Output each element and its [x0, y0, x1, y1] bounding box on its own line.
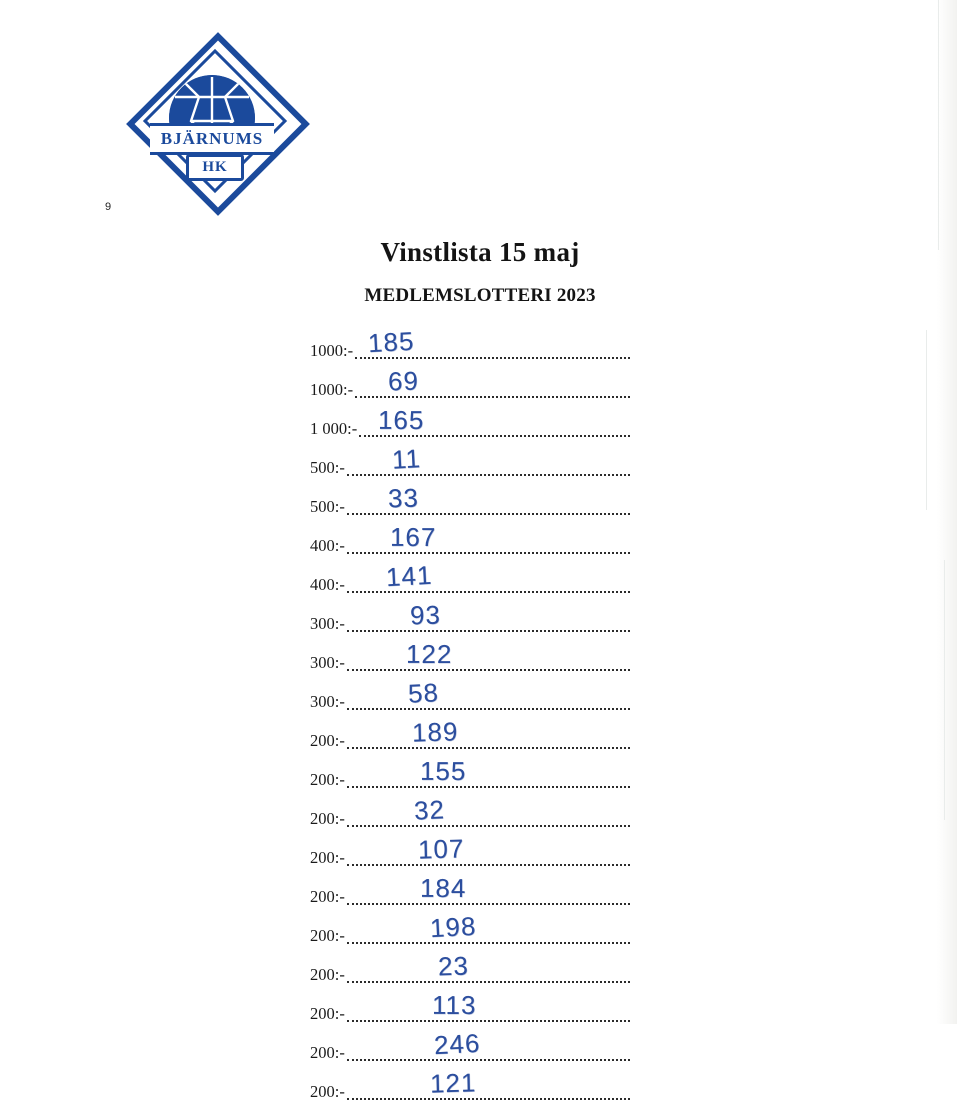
prize-row [310, 675, 630, 714]
prize-amount: 1 000:- [310, 419, 358, 438]
prize-amount: 1000:- [310, 341, 354, 360]
prize-amount: 200:- [310, 1004, 345, 1023]
prize-row [310, 519, 630, 558]
winning-ticket-number: 11 [391, 443, 422, 475]
winning-ticket-number: 155 [419, 755, 467, 787]
prize-row [310, 363, 630, 402]
prize-row [310, 402, 630, 441]
prize-dotted-line [347, 1058, 630, 1061]
prize-amount: 200:- [310, 770, 345, 789]
winning-ticket-number: 32 [413, 794, 446, 826]
prize-row [310, 714, 630, 753]
winning-ticket-number: 165 [377, 404, 425, 436]
page-subtitle: MEDLEMSLOTTERI 2023 [364, 285, 596, 306]
prize-amount: 500:- [310, 497, 345, 516]
scan-artifact-line [926, 330, 927, 510]
crest-abbrev-box [186, 154, 244, 181]
prize-dotted-line [347, 473, 630, 476]
prize-dotted-line [347, 629, 630, 632]
prize-row [310, 987, 630, 1026]
page-number: 9 [105, 201, 112, 213]
scan-edge-shading [937, 0, 957, 1024]
scan-artifact-line [944, 560, 945, 820]
page-title: Vinstlista 15 maj [380, 237, 580, 267]
prize-dotted-line [347, 707, 630, 710]
prize-row [310, 636, 630, 675]
prize-dotted-line [347, 902, 630, 905]
prize-dotted-line [347, 941, 630, 944]
prize-amount: 300:- [310, 614, 345, 633]
prize-amount: 500:- [310, 458, 345, 477]
winning-ticket-number: 167 [389, 521, 437, 553]
prize-row [310, 480, 630, 519]
crest-club-name: BJÄRNUMS [160, 129, 264, 148]
scan-artifact-line [938, 0, 939, 250]
prize-row [310, 324, 630, 363]
prize-row [310, 441, 630, 480]
prize-amount: 200:- [310, 848, 345, 867]
prize-amount: 200:- [310, 887, 345, 906]
prize-row [310, 1026, 630, 1065]
prize-amount: 400:- [310, 536, 345, 555]
prize-amount: 200:- [310, 1043, 345, 1062]
prize-dotted-line [347, 746, 630, 749]
prize-dotted-line [347, 785, 630, 788]
winning-ticket-number: 113 [431, 989, 477, 1021]
prize-dotted-line [347, 824, 630, 827]
winning-ticket-number: 107 [417, 833, 465, 865]
prize-row [310, 792, 630, 831]
club-crest-logo [126, 28, 298, 208]
prize-row [310, 909, 630, 948]
prize-amount: 200:- [310, 926, 345, 945]
winning-ticket-number: 189 [411, 716, 459, 748]
prize-row [310, 753, 630, 792]
winning-ticket-number: 121 [429, 1067, 477, 1099]
prize-row [310, 831, 630, 870]
prize-row [310, 870, 630, 909]
prize-amount: 300:- [310, 692, 345, 711]
crest-name-band [150, 123, 274, 155]
prize-amount: 200:- [310, 731, 345, 750]
winning-ticket-number: 33 [387, 482, 420, 514]
winning-ticket-number: 58 [407, 677, 440, 709]
prize-amount: 300:- [310, 653, 345, 672]
prize-dotted-line [347, 980, 630, 983]
winning-ticket-number: 122 [405, 638, 453, 670]
prize-dotted-line [347, 1097, 630, 1100]
winning-ticket-number: 93 [409, 599, 442, 631]
winning-ticket-number: 246 [433, 1027, 482, 1061]
prize-amount: 200:- [310, 1082, 345, 1101]
prize-list [310, 324, 630, 1104]
prize-amount: 200:- [310, 965, 345, 984]
prize-row [310, 597, 630, 636]
prize-dotted-line [347, 1019, 630, 1022]
winning-ticket-number: 185 [367, 325, 416, 359]
winning-ticket-number: 69 [387, 365, 420, 397]
prize-dotted-line [347, 863, 630, 866]
winning-ticket-number: 198 [429, 910, 478, 944]
prize-row [310, 1065, 630, 1104]
prize-row [310, 558, 630, 597]
prize-row [310, 948, 630, 987]
prize-amount: 400:- [310, 575, 345, 594]
winning-ticket-number: 23 [437, 950, 470, 982]
prize-amount: 200:- [310, 809, 345, 828]
prize-amount: 1000:- [310, 380, 354, 399]
winning-ticket-number: 184 [419, 872, 467, 904]
prize-dotted-line [347, 668, 630, 671]
winning-ticket-number: 141 [385, 559, 434, 593]
crest-club-abbrev: HK [202, 159, 228, 175]
